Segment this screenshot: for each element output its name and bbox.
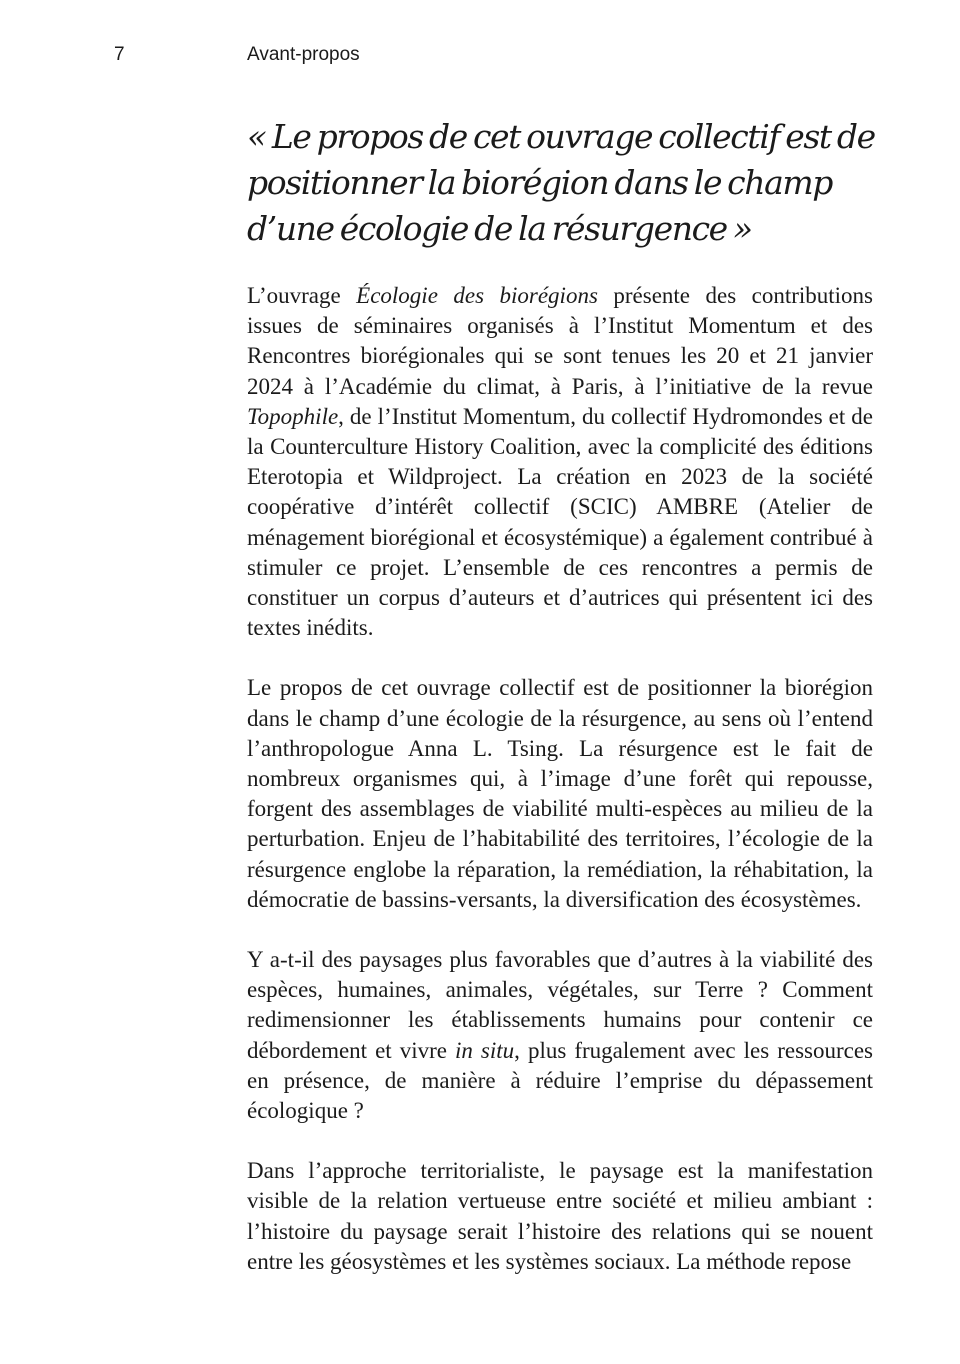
paragraph-1-text-a: L’ouvrage	[247, 283, 357, 308]
book-title: Écologie des biorégions	[356, 283, 598, 308]
page-number: 7	[114, 44, 125, 65]
body-text	[247, 281, 873, 1307]
paragraph-1-text-c: , de l’Institut Momentum, du collectif Hydromondes et de la Counterculture History Coalition, avec la complicité des éditions Eterotopia et Wildproject. La création en 2023 de la société coopérative d’intérêt collectif (SCIC) AMBRE (Atelier de ménagement biorégional et écosystémique) a également contribué à stimuler ce projet. L’ensemble de ces rencontres a permis de constituer un corpus d’auteurs et d’autrices qui présentent ici des textes inédits.	[247, 403, 873, 641]
running-head: Avant-propos	[247, 44, 360, 65]
paragraph-1	[247, 281, 873, 643]
paragraph-2: Le propos de cet ouvrage collectif est de positionner la biorégion dans le champ d’une écologie de la résurgence, au sens où l’entend l’anthropologue Anna L. Tsing. La résurgence est le fait de nombreux organismes qui, à l’image d’une forêt qui repousse, forgent des assemblages de viabilité multi-espèces au milieu de la perturbation. Enjeu de l’habitabilité des territoires, l’écologie de la résurgence englobe la réparation, la remédiation, la réhabitation, la démocratie de bassins-versants, la diversification des écosystèmes.	[247, 675, 873, 912]
paragraph-3-text-a: Y a-t-il des paysages plus favorables que d’autres à la viabilité des espèces, humaines, animales, végétales, sur Terre ? Comment redimensionner les établissements humains pour contenir ce débordement et vivre	[247, 947, 873, 1063]
paragraph-4: Dans l’approche territorialiste, le paysage est la manifestation visible de la relation vertueuse entre société et milieu ambiant : l’histoire du paysage serait l’histoire des relations qui se nouent entre les géosystèmes et les systèmes sociaux. La méthode repose	[247, 1158, 873, 1274]
paragraph-3	[247, 945, 873, 1126]
paragraph-1-text-b: présente des contributions issues de séminaires organisés à l’Institut Momentum et des Rencontres biorégionales qui se sont tenues les 20 et 21 janvier 2024 à l’Académie du climat, à Paris, à l’initiative de la revue	[247, 283, 873, 399]
paragraph-3-text-b: , plus frugalement avec les ressources en présence, de manière à réduire l’emprise du dépassement écologique ?	[247, 1037, 873, 1124]
page-title: « Le propos de cet ouvrage collectif est de positionner la biorégion dans le champ d’une écologie de la résurgence »	[247, 117, 875, 248]
latin-phrase: in situ	[455, 1037, 515, 1063]
journal-title: Topophile	[247, 403, 339, 429]
